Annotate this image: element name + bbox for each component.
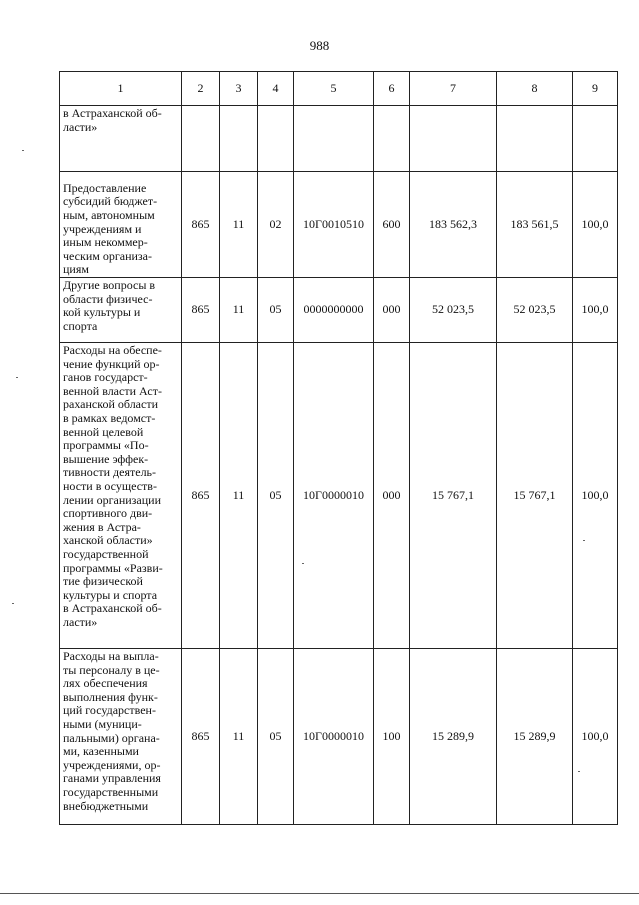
row-name-line: циям [63, 262, 89, 277]
row-name-line: в рамках ведомст- [63, 410, 156, 425]
table-cell: 10Г0000010 [294, 343, 374, 649]
scan-speck [578, 771, 580, 772]
table-header-row [60, 72, 618, 106]
table-cell: 865 [182, 172, 220, 278]
table-cell: 11 [220, 649, 258, 825]
table-cell: 05 [258, 649, 294, 825]
table-cell [410, 106, 497, 172]
column-header: 2 [182, 72, 220, 106]
row-name-line: программы «Разви- [63, 560, 163, 575]
table-cell: 15 289,9 [497, 649, 573, 825]
table-cell: 600 [374, 172, 410, 278]
row-name-line: венной целевой [63, 424, 144, 439]
row-name-line: чение функций ор- [63, 356, 160, 371]
table-cell [573, 106, 618, 172]
column-header: 3 [220, 72, 258, 106]
row-name-line: ным, автономным [63, 208, 155, 223]
scan-speck [12, 603, 14, 604]
scan-speck [583, 540, 585, 541]
row-name-line: пальными) органа- [63, 730, 160, 745]
row-name-line: ности в осуществ- [63, 478, 157, 493]
row-name-cell [60, 278, 182, 343]
table-cell: 183 562,3 [410, 172, 497, 278]
table-cell: 15 767,1 [410, 343, 497, 649]
page-number: 988 [309, 38, 330, 53]
row-name-cell [60, 172, 182, 278]
row-name-cell [60, 343, 182, 649]
row-name-line: ласти» [63, 119, 98, 134]
table-cell: 100,0 [573, 278, 618, 343]
column-header: 8 [497, 72, 573, 106]
row-name-cell [60, 106, 182, 172]
row-name-line: ций государствен- [63, 703, 156, 718]
table-row [60, 278, 618, 343]
row-name-line: Другие вопросы в [63, 278, 156, 292]
table-cell: 05 [258, 278, 294, 343]
table-cell: 000 [374, 278, 410, 343]
row-name-line: программы «По- [63, 438, 149, 453]
budget-table-container [59, 71, 618, 825]
row-name-line: Расходы на выпла- [63, 649, 159, 663]
table-row [60, 649, 618, 825]
row-name-line: ми, казенными [63, 744, 139, 759]
column-header: 9 [573, 72, 618, 106]
scan-speck [22, 150, 24, 151]
row-name-line: государственными [63, 784, 159, 799]
column-header: 6 [374, 72, 410, 106]
row-name-line: ганов государст- [63, 370, 148, 385]
table-cell [220, 106, 258, 172]
row-name-line: жения в Астра- [63, 519, 141, 534]
row-name-line: ласти» [63, 614, 98, 629]
row-name-line: лях обеспечения [63, 676, 148, 691]
table-cell: 15 289,9 [410, 649, 497, 825]
row-name-line: спорта [63, 318, 98, 333]
row-name-line: области физичес- [63, 291, 153, 306]
scan-speck [16, 377, 18, 378]
budget-table [59, 71, 618, 825]
footer-rule [0, 893, 639, 894]
table-cell: 52 023,5 [410, 278, 497, 343]
table-cell [374, 106, 410, 172]
table-cell: 02 [258, 172, 294, 278]
table-cell: 865 [182, 343, 220, 649]
row-name-line: выполнения функ- [63, 689, 158, 704]
table-cell: 11 [220, 278, 258, 343]
row-name-line: культуры и спорта [63, 587, 158, 602]
row-name-line: спортивного дви- [63, 506, 153, 521]
table-cell: 05 [258, 343, 294, 649]
table-cell: 100,0 [573, 649, 618, 825]
row-name-line: государственной [63, 546, 149, 561]
row-name-line: тие физической [63, 574, 143, 589]
table-cell: 100,0 [573, 172, 618, 278]
row-name-line: кой культуры и [63, 305, 141, 320]
row-name-line: Расходы на обеспе- [63, 343, 162, 357]
table-cell: 15 767,1 [497, 343, 573, 649]
table-cell: 183 561,5 [497, 172, 573, 278]
column-header: 7 [410, 72, 497, 106]
row-name-line: тивности деятель- [63, 465, 157, 480]
table-cell: 0000000000 [294, 278, 374, 343]
row-name-line: внебюджетными [63, 798, 149, 813]
row-name-line: иным некоммер- [63, 235, 148, 250]
table-cell [294, 106, 374, 172]
row-name-line: Предоставление [63, 180, 147, 195]
table-cell: 100 [374, 649, 410, 825]
row-name-line: лении организации [63, 492, 162, 507]
row-name-line: вышение эффек- [63, 451, 149, 466]
table-row [60, 343, 618, 649]
table-cell: 11 [220, 343, 258, 649]
column-header: 5 [294, 72, 374, 106]
row-name-line: ганами управления [63, 771, 161, 786]
table-cell: 100,0 [573, 343, 618, 649]
row-name-line: в Астраханской об- [63, 601, 162, 616]
table-cell: 11 [220, 172, 258, 278]
row-name-line: раханской области [63, 397, 158, 412]
row-name-line: ными (муници- [63, 716, 142, 731]
row-name-cell [60, 649, 182, 825]
row-name-line: ханской области» [63, 533, 153, 548]
table-cell [258, 106, 294, 172]
table-cell: 865 [182, 278, 220, 343]
row-name-line: ческим организа- [63, 248, 152, 263]
row-name-line: субсидий бюджет- [63, 194, 158, 209]
table-cell [497, 106, 573, 172]
row-name-line: учреждениями, ор- [63, 757, 161, 772]
scan-speck [302, 563, 304, 564]
table-cell [182, 106, 220, 172]
table-row [60, 172, 618, 278]
column-header: 4 [258, 72, 294, 106]
table-cell: 10Г0000010 [294, 649, 374, 825]
table-cell: 52 023,5 [497, 278, 573, 343]
table-cell: 865 [182, 649, 220, 825]
row-name-line: в Астраханской об- [63, 106, 162, 120]
table-row [60, 106, 618, 172]
row-name-line: венной власти Аст- [63, 383, 162, 398]
row-name-line: учреждениям и [63, 221, 142, 236]
column-header: 1 [60, 72, 182, 106]
row-name-line: ты персоналу в це- [63, 662, 160, 677]
table-cell: 10Г0010510 [294, 172, 374, 278]
table-cell: 000 [374, 343, 410, 649]
